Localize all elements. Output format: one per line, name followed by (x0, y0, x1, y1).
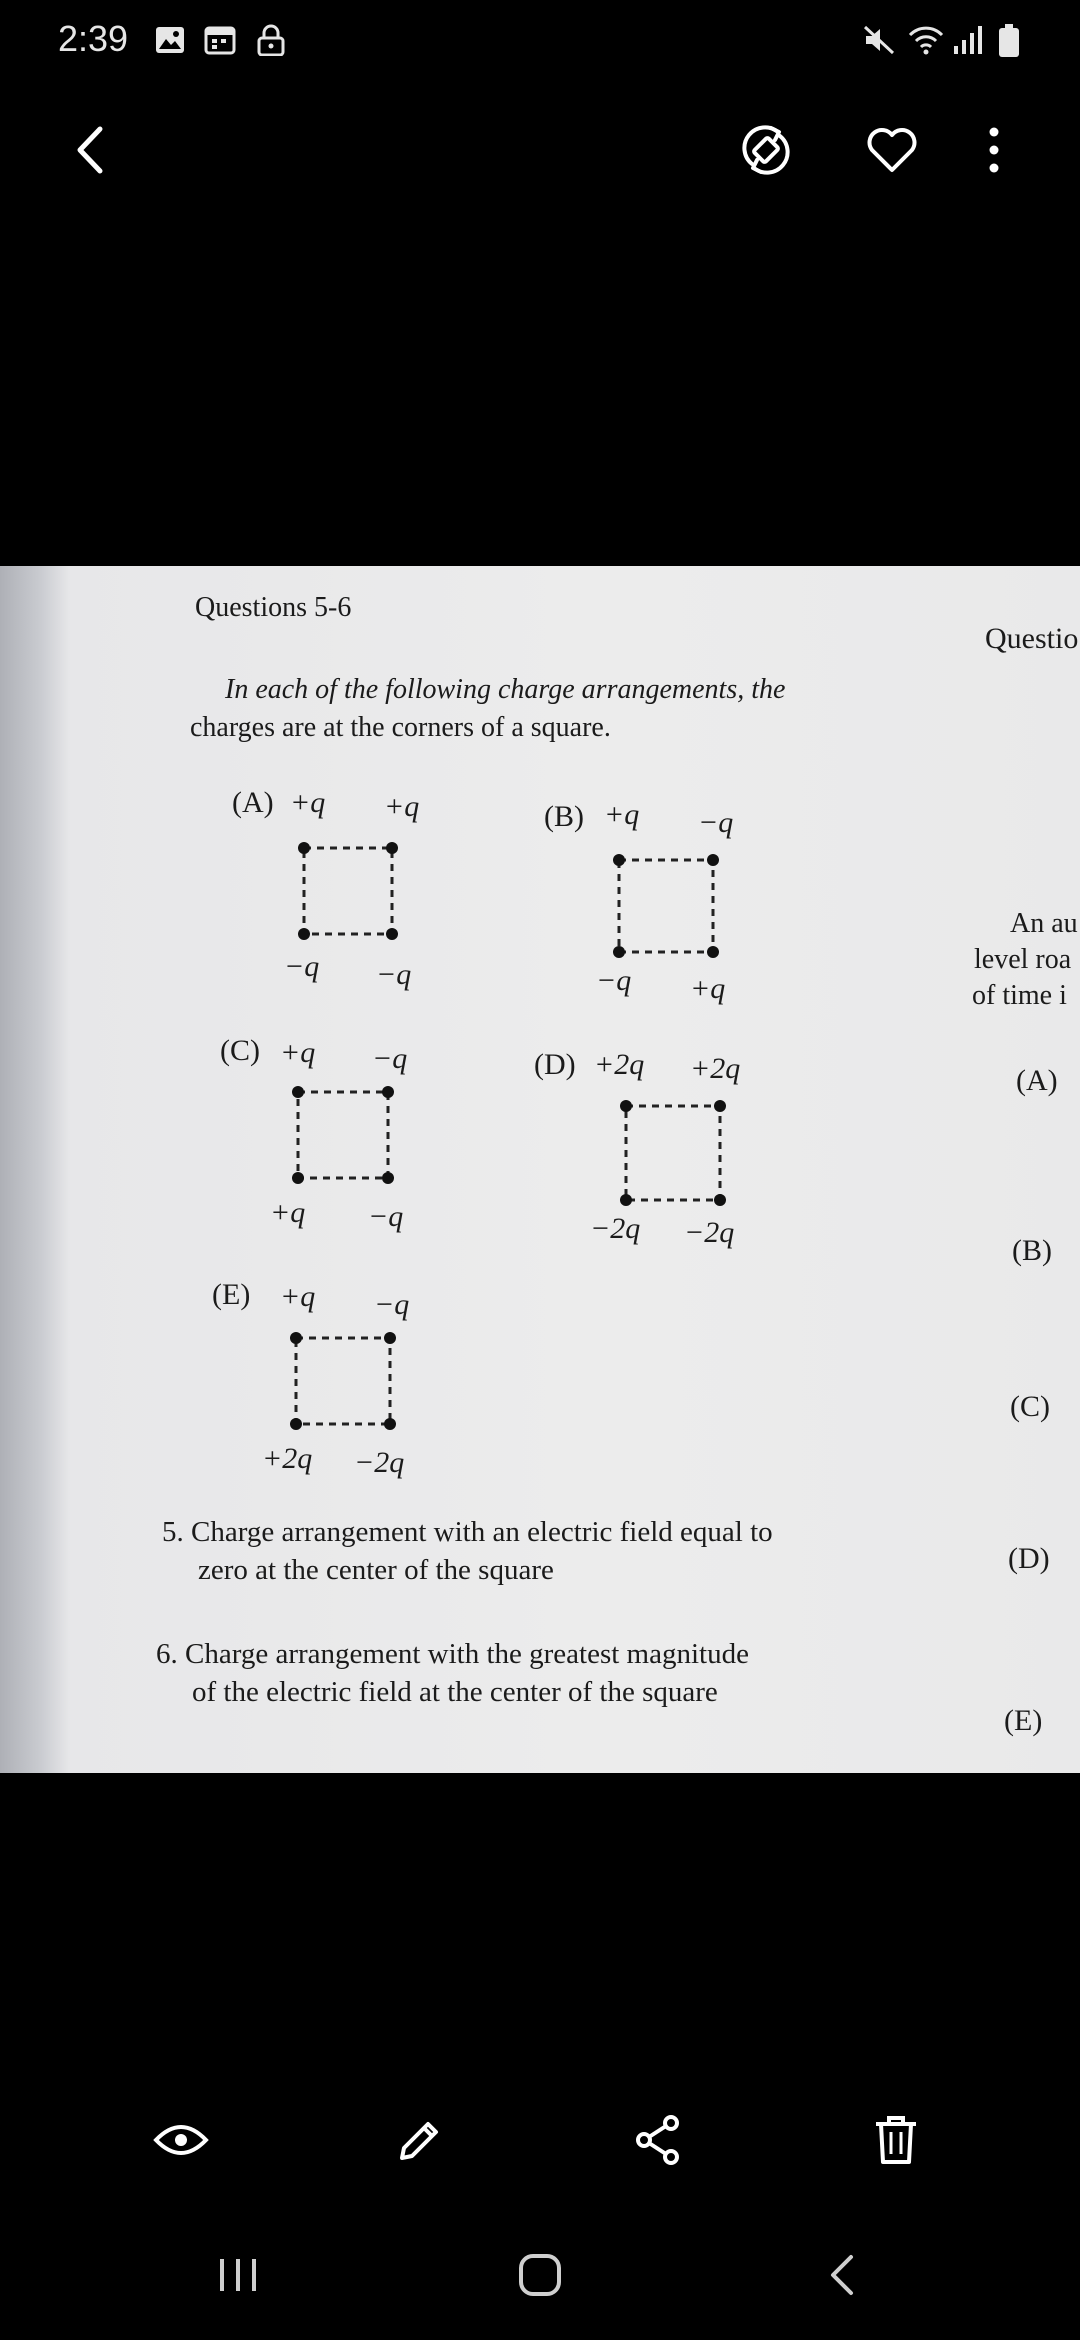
wifi-icon (908, 24, 944, 56)
question-6-line-1: 6. Charge arrangement with the greatest magnitude (156, 1638, 749, 1670)
home-button[interactable] (480, 2225, 600, 2325)
charge-top-left: +q (290, 786, 326, 819)
charge-bottom-right: −2q (684, 1216, 735, 1249)
right-option: (E) (1004, 1704, 1043, 1737)
gallery-icon (154, 24, 186, 56)
back-icon (70, 125, 110, 175)
square-label: (D) (534, 1048, 576, 1081)
instruction-line-2: charges are at the corners of a square. (190, 712, 611, 743)
square-label: (E) (212, 1278, 251, 1311)
nav-back-icon (827, 2253, 857, 2297)
lock-icon (256, 24, 286, 56)
right-text-line-1: An au (1010, 908, 1078, 939)
favorite-icon (866, 126, 918, 174)
square-diagram (282, 1328, 402, 1438)
charge-bottom-right: −2q (354, 1446, 405, 1479)
square-diagram (612, 1096, 732, 1206)
charge-top-right: +q (384, 790, 420, 823)
charge-bottom-left: +2q (262, 1442, 313, 1475)
calendar-icon (204, 24, 236, 56)
square-label: (B) (544, 800, 584, 833)
square-label: (A) (232, 786, 274, 819)
right-option: (C) (1010, 1390, 1050, 1423)
viewer-bottom-bar (0, 2090, 1080, 2190)
back-button[interactable] (40, 100, 140, 200)
auto-rotate-button[interactable] (716, 100, 816, 200)
right-text-line-2: level roa (974, 944, 1072, 975)
charge-bottom-left: −q (596, 964, 632, 997)
mute-icon (862, 24, 896, 56)
right-option: (B) (1012, 1234, 1052, 1267)
share-icon (634, 2114, 682, 2166)
right-option: (D) (1008, 1542, 1050, 1575)
edit-button[interactable] (370, 2090, 470, 2190)
charge-bottom-left: −2q (590, 1212, 641, 1245)
auto-rotate-icon (738, 122, 794, 178)
home-icon (517, 2252, 563, 2298)
eye-icon (153, 2120, 209, 2160)
status-bar (0, 0, 1080, 84)
viewer-top-bar (0, 100, 1080, 210)
share-button[interactable] (608, 2090, 708, 2190)
charge-bottom-right: −q (368, 1200, 404, 1233)
more-icon (984, 125, 1004, 175)
system-nav-bar (0, 2225, 1080, 2325)
recents-button[interactable] (178, 2225, 298, 2325)
charge-top-right: −q (372, 1042, 408, 1075)
square-label: (C) (220, 1034, 260, 1067)
square-diagram (605, 848, 725, 958)
charge-bottom-right: −q (376, 958, 412, 991)
right-text-line-3: of time i (972, 980, 1067, 1011)
recents-icon (216, 2255, 260, 2295)
charge-bottom-left: −q (284, 950, 320, 983)
charge-top-left: +q (604, 798, 640, 831)
delete-button[interactable] (846, 2090, 946, 2190)
charge-top-right: −q (374, 1288, 410, 1321)
charge-top-left: +2q (594, 1048, 645, 1081)
square-diagram (284, 1082, 404, 1192)
instruction-line-1: In each of the following charge arrangements, the (225, 674, 786, 705)
charge-top-left: +q (280, 1280, 316, 1313)
question-6-line-2: of the electric field at the center of the square (192, 1676, 718, 1708)
charge-bottom-left: +q (270, 1196, 306, 1229)
right-page-heading: Questio (985, 622, 1079, 655)
question-5-line-1: 5. Charge arrangement with an electric field equal to (162, 1516, 773, 1548)
right-option: (A) (1016, 1064, 1058, 1097)
status-time: 2:39 (58, 18, 129, 59)
edit-icon (396, 2116, 444, 2164)
signal-icon (952, 24, 986, 56)
photo-image[interactable] (0, 566, 1080, 1773)
square-diagram (290, 836, 410, 946)
charge-top-right: −q (698, 806, 734, 839)
nav-back-button[interactable] (782, 2225, 902, 2325)
charge-top-right: +2q (690, 1052, 741, 1085)
favorite-button[interactable] (842, 100, 942, 200)
question-5-line-2: zero at the center of the square (198, 1554, 554, 1586)
charge-bottom-right: +q (690, 972, 726, 1005)
charge-top-left: +q (280, 1036, 316, 1069)
more-options-button[interactable] (944, 100, 1044, 200)
battery-icon (998, 24, 1020, 58)
delete-icon (874, 2114, 918, 2166)
view-details-button[interactable] (131, 2090, 231, 2190)
photo-heading: Questions 5-6 (195, 592, 352, 623)
